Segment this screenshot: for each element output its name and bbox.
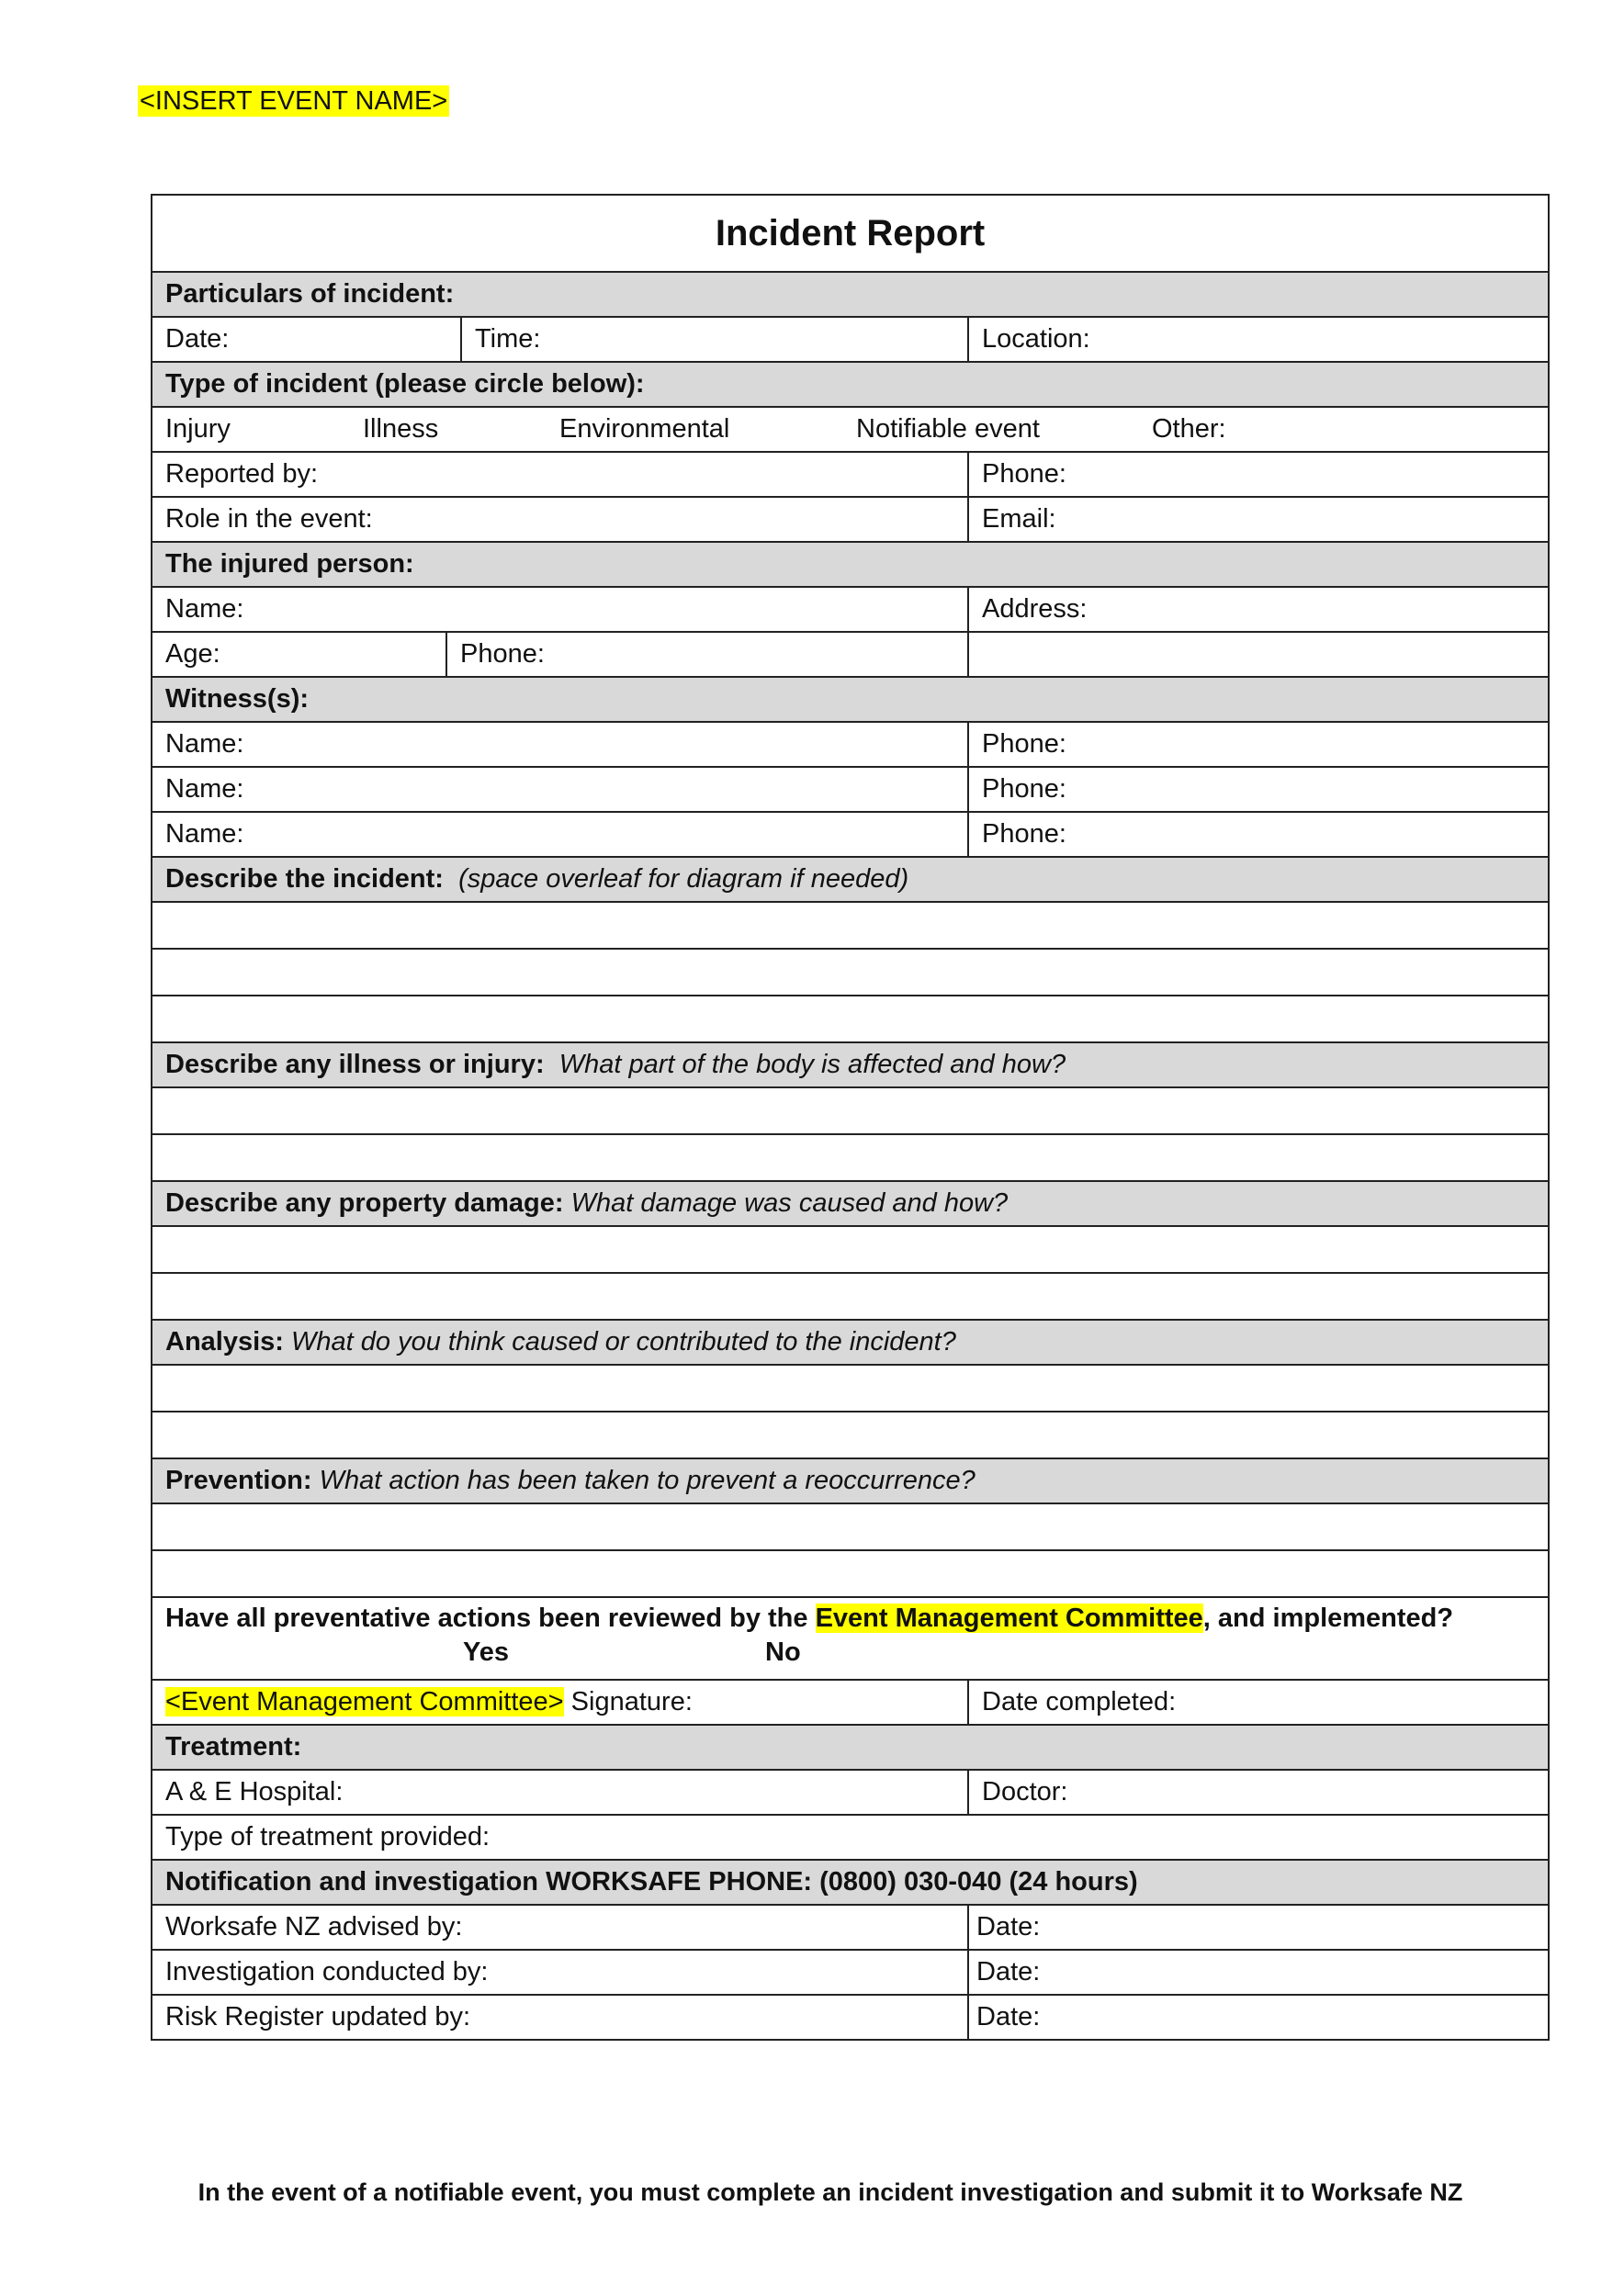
committee-signature-field[interactable] xyxy=(152,1680,968,1725)
form-title: Incident Report xyxy=(152,195,1549,272)
describe-injury-label: Describe any illness or injury: xyxy=(165,1050,545,1079)
property-damage-label: Describe any property damage: xyxy=(165,1188,564,1218)
witness-name-field[interactable]: Name: xyxy=(152,812,968,857)
committee-placeholder: <Event Management Committee> xyxy=(165,1687,564,1716)
witness-name-field[interactable]: Name: xyxy=(152,722,968,767)
worksafe-date-field[interactable]: Date: xyxy=(968,1905,1549,1950)
injury-description-line[interactable] xyxy=(152,1087,1549,1134)
risk-register-date-field[interactable]: Date: xyxy=(968,1995,1549,2040)
describe-incident-label: Describe the incident: xyxy=(165,864,444,894)
section-incident-type: Type of incident (please circle below): xyxy=(152,362,1549,407)
analysis-line[interactable] xyxy=(152,1412,1549,1458)
hospital-field[interactable]: A & E Hospital: xyxy=(152,1770,968,1815)
section-property-damage xyxy=(152,1181,1549,1226)
analysis-hint: What do you think caused or contributed to the incident? xyxy=(291,1327,956,1356)
treatment-type-field[interactable]: Type of treatment provided: xyxy=(152,1815,1549,1860)
prevention-line[interactable] xyxy=(152,1503,1549,1550)
review-question-cell xyxy=(152,1597,1549,1680)
section-notification: Notification and investigation WORKSAFE PHONE: (0800) 030-040 (24 hours) xyxy=(152,1860,1549,1905)
time-field[interactable]: Time: xyxy=(461,317,968,362)
injured-name-field[interactable]: Name: xyxy=(152,587,968,632)
doctor-field[interactable]: Doctor: xyxy=(968,1770,1549,1815)
review-question xyxy=(165,1604,1535,1634)
review-yes-option[interactable]: Yes xyxy=(463,1638,509,1667)
section-describe-injury xyxy=(152,1042,1549,1087)
event-name-placeholder: <INSERT EVENT NAME> xyxy=(140,86,448,116)
review-no-option[interactable]: No xyxy=(765,1638,801,1667)
reported-by-field[interactable]: Reported by: xyxy=(152,452,968,497)
type-option-environmental[interactable]: Environmental xyxy=(559,414,730,444)
section-treatment: Treatment: xyxy=(152,1725,1549,1770)
injured-address-cont[interactable] xyxy=(968,632,1549,677)
prevention-line[interactable] xyxy=(152,1550,1549,1597)
incident-description-line[interactable] xyxy=(152,949,1549,996)
date-field[interactable]: Date: xyxy=(152,317,461,362)
review-committee-highlight: Event Management Committee xyxy=(815,1604,1203,1633)
witness-phone-field[interactable]: Phone: xyxy=(968,767,1549,812)
injured-age-field[interactable]: Age: xyxy=(152,632,446,677)
date-completed-field[interactable]: Date completed: xyxy=(968,1680,1549,1725)
describe-injury-hint: What part of the body is affected and how? xyxy=(558,1050,1066,1079)
type-option-injury[interactable]: Injury xyxy=(165,414,231,444)
section-describe-incident xyxy=(152,857,1549,902)
describe-incident-hint: (space overleaf for diagram if needed) xyxy=(458,864,909,894)
review-question-end: , and implemented? xyxy=(1202,1604,1454,1633)
section-particulars: Particulars of incident: xyxy=(152,272,1549,317)
incident-type-options xyxy=(152,407,1549,452)
review-question-start: Have all preventative actions been reviewed by the xyxy=(165,1604,816,1633)
property-damage-line[interactable] xyxy=(152,1273,1549,1320)
analysis-label: Analysis: xyxy=(165,1327,284,1356)
witness-phone-field[interactable]: Phone: xyxy=(968,812,1549,857)
witness-phone-field[interactable]: Phone: xyxy=(968,722,1549,767)
injured-phone-field[interactable]: Phone: xyxy=(446,632,968,677)
property-damage-hint: What damage was caused and how? xyxy=(570,1188,1009,1218)
investigation-field[interactable]: Investigation conducted by: xyxy=(152,1950,968,1995)
section-injured-person: The injured person: xyxy=(152,542,1549,587)
reporter-phone-field[interactable]: Phone: xyxy=(968,452,1549,497)
footnote: In the event of a notifiable event, you must complete an incident investigation and submit it to Worksafe NZ xyxy=(197,2178,1463,2206)
signature-label: Signature: xyxy=(563,1687,693,1716)
type-option-illness[interactable]: Illness xyxy=(363,414,439,444)
incident-description-line[interactable] xyxy=(152,996,1549,1042)
section-prevention xyxy=(152,1458,1549,1503)
role-field[interactable]: Role in the event: xyxy=(152,497,968,542)
witness-name-field[interactable]: Name: xyxy=(152,767,968,812)
section-analysis xyxy=(152,1320,1549,1365)
worksafe-advised-field[interactable]: Worksafe NZ advised by: xyxy=(152,1905,968,1950)
prevention-label: Prevention: xyxy=(165,1466,312,1495)
reporter-email-field[interactable]: Email: xyxy=(968,497,1549,542)
investigation-date-field[interactable]: Date: xyxy=(968,1950,1549,1995)
location-field[interactable]: Location: xyxy=(968,317,1549,362)
prevention-hint: What action has been taken to prevent a reoccurrence? xyxy=(319,1466,976,1495)
incident-description-line[interactable] xyxy=(152,902,1549,949)
risk-register-field[interactable]: Risk Register updated by: xyxy=(152,1995,968,2040)
type-option-other[interactable]: Other: xyxy=(1152,414,1226,444)
injury-description-line[interactable] xyxy=(152,1134,1549,1181)
property-damage-line[interactable] xyxy=(152,1226,1549,1273)
injured-address-field[interactable]: Address: xyxy=(968,587,1549,632)
type-option-notifiable[interactable]: Notifiable event xyxy=(856,414,1040,444)
section-witnesses: Witness(s): xyxy=(152,677,1549,722)
analysis-line[interactable] xyxy=(152,1365,1549,1412)
incident-report-form xyxy=(151,194,1550,2041)
